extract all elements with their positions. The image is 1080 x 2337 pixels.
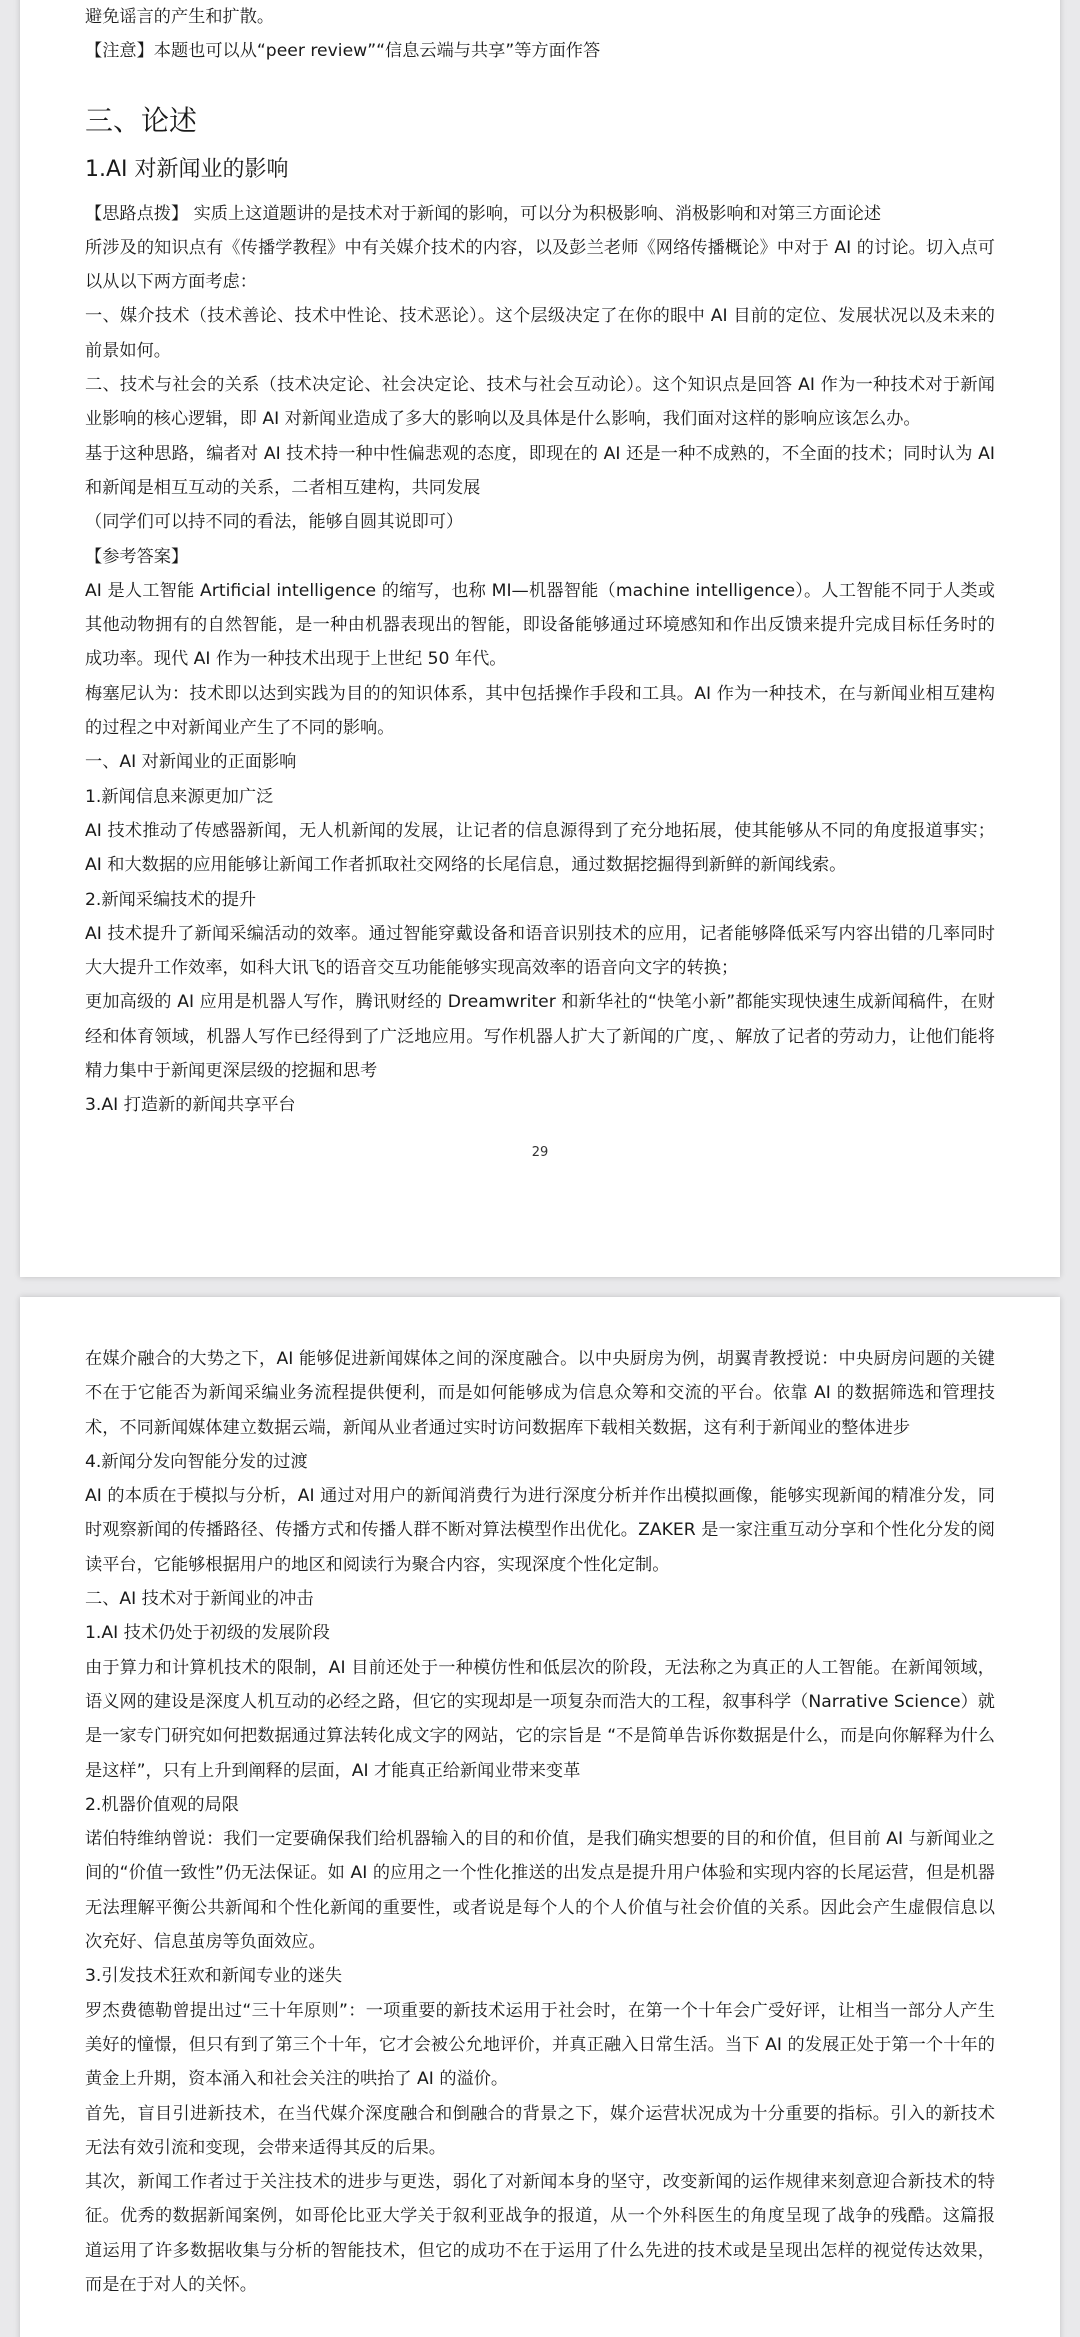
paragraph: 【参考答案】: [85, 546, 189, 567]
paragraph: （同学们可以持不同的看法，能够自圆其说即可）: [85, 512, 464, 533]
section-heading: 三、论述: [85, 103, 198, 137]
paragraph: 2.新闻采编技术的提升: [85, 889, 257, 910]
paragraph: 1.AI 技术仍处于初级的发展阶段: [85, 1623, 330, 1644]
document-page-29: [20, 0, 1060, 1277]
paragraph: 梅塞尼认为：技术即以达到实践为目的的知识体系，其中包括操作手段和工具。AI 作为一种技术，在与新闻业相互建构的过程之中对新闻业产生了不同的影响。: [85, 683, 995, 739]
document-page-30: [20, 1297, 1060, 2337]
page-number: 29: [531, 1145, 549, 1160]
page-body: [85, 0, 995, 1123]
paragraph: 一、AI 对新闻业的正面影响: [85, 752, 297, 773]
paragraph: 更加高级的 AI 应用是机器人写作，腾讯财经的 Dreamwriter 和新华社的“快笔小新”都能实现快速生成新闻稿件，在财经和体育领域，机器人写作已经得到了广泛地应用。写作机器人扩大了新闻的广度，、解放了记者的劳动力，让他们能将精力集中于新闻更深层级的挖掘和思考: [85, 992, 995, 1082]
paragraph: AI 技术推动了传感器新闻，无人机新闻的发展，让记者的信息源得到了充分地拓展，使其能够从不同的角度报道事实；AI 和大数据的应用能够让新闻工作者抓取社交网络的长尾信息，通过数据挖掘得到新鲜的新闻线索。: [85, 820, 995, 876]
paragraph: 其次，新闻工作者过于关注技术的进步与更迭，弱化了对新闻本身的坚守，改变新闻的运作规律来刻意迎合新技术的特征。优秀的数据新闻案例，如哥伦比亚大学关于叙利亚战争的报道，从一个外科医生的角度呈现了战争的残酷。这篇报道运用了许多数据收集与分析的智能技术，但它的成功不在于运用了什么先进的技术或是呈现出怎样的视觉传达效果，而是在于对人的关怀。: [85, 2172, 995, 2296]
paragraph: 诺伯特维纳曾说：我们一定要确保我们给机器输入的目的和价值，是我们确实想要的目的和价值，但目前 AI 与新闻业之间的“价值一致性”仍无法保证。如 AI 的应用之一个性化推送的出发点是提升用户体验和实现内容的长尾运营，但是机器无法理解平衡公共新闻和个性化新闻的重要性，或者说是每个人的个人价值与社会价值的关系。因此会产生虚假信息以次充好、信息茧房等负面效应。: [85, 1829, 995, 1953]
paragraph: 【注意】本题也可以从“peer review”“信息云端与共享”等方面作答: [85, 41, 601, 62]
paragraph: AI 技术提升了新闻采编活动的效率。通过智能穿戴设备和语音识别技术的应用，记者能够降低采写内容出错的几率同时大大提升工作效率，如科大讯飞的语音交互功能能够实现高效率的语音向文字的转换；: [85, 923, 995, 979]
paragraph: 3.AI 打造新的新闻共享平台: [85, 1095, 296, 1116]
paragraph: 避免谣言的产生和扩散。: [85, 7, 275, 27]
paragraph: AI 是人工智能 Artificial intelligence 的缩写，也称 MI—机器智能（machine intelligence）。人工智能不同于人类或其他动物拥有的自然智能，是一种由机器表现出的智能，即设备能够通过环境感知和作出反馈来提升完成目标任务时的成功率。现代 AI 作为一种技术出现于上世纪 50 年代。: [85, 580, 995, 670]
paragraph: 由于算力和计算机技术的限制，AI 目前还处于一种模仿性和低层次的阶段，无法称之为真正的人工智能。在新闻领域，语义网的建设是深度人机互动的必经之路，但它的实现却是一项复杂而浩大的工程，叙事科学（Narrative Science）就是一家专门研究如何把数据通过算法转化成文字的网站，它的宗旨是 “不是简单告诉你数据是什么，而是向你解释为什么是这样”，只有上升到阐释的层面，AI 才能真正给新闻业带来变革: [85, 1657, 995, 1781]
paragraph: 4.新闻分发向智能分发的过渡: [85, 1451, 308, 1472]
paragraph: 【思路点拨】 实质上这道题讲的是技术对于新闻的影响，可以分为积极影响、消极影响和对第三方面论述: [85, 203, 882, 224]
paragraph: 3.引发技术狂欢和新闻专业的迷失: [85, 1966, 343, 1987]
paragraph: 1.新闻信息来源更加广泛: [85, 786, 274, 807]
paragraph: 首先，盲目引进新技术，在当代媒介深度融合和倒融合的背景之下，媒介运营状况成为十分重要的指标。引入的新技术无法有效引流和变现，会带来适得其反的后果。: [85, 2103, 995, 2158]
paragraph: 2.机器价值观的局限: [85, 1794, 239, 1815]
paragraph: 二、AI 技术对于新闻业的冲击: [85, 1589, 314, 1610]
subsection-heading: 1.AI 对新闻业的影响: [85, 156, 289, 182]
paragraph: 在媒介融合的大势之下，AI 能够促进新闻媒体之间的深度融合。以中央厨房为例，胡翼青教授说：中央厨房问题的关键不在于它能否为新闻采编业务流程提供便利，而是如何能够成为信息众筹和交流的平台。依靠 AI 的数据筛选和管理技术，不同新闻媒体建立数据云端，新闻从业者通过实时访问数据库下载相关数据，这有利于新闻业的整体进步: [85, 1349, 995, 1438]
paragraph: AI 的本质在于模拟与分析，AI 通过对用户的新闻消费行为进行深度分析并作出模拟画像，能够实现新闻的精准分发，同时观察新闻的传播路径、传播方式和传播人群不断对算法模型作出优化。ZAKER 是一家注重互动分享和个性化分发的阅读平台，它能够根据用户的地区和阅读行为聚合内容，实现深度个性化定制。: [85, 1486, 995, 1575]
paragraph: 二、技术与社会的关系（技术决定论、社会决定论、技术与社会互动论）。这个知识点是回答 AI 作为一种技术对于新闻业影响的核心逻辑，即 AI 对新闻业造成了多大的影响以及具体是什么影响，我们面对这样的影响应该怎么办。: [85, 375, 995, 430]
paragraph: 基于这种思路，编者对 AI 技术持一种中性偏悲观的态度，即现在的 AI 还是一种不成熟的，不全面的技术；同时认为 AI 和新闻是相互互动的关系，二者相互建构，共同发展: [85, 443, 995, 498]
paragraph: 一、媒介技术（技术善论、技术中性论、技术恶论）。这个层级决定了在你的眼中 AI 目前的定位、发展状况以及未来的前景如何。: [85, 306, 995, 361]
paragraph: 所涉及的知识点有《传播学教程》中有关媒介技术的内容，以及彭兰老师《网络传播概论》中对于 AI 的讨论。切入点可以从以下两方面考虑：: [85, 237, 995, 293]
paragraph: 罗杰费德勒曾提出过“三十年原则”：一项重要的新技术运用于社会时，在第一个十年会广受好评，让相当一部分人产生美好的憧憬，但只有到了第三个十年，它才会被公允地评价，并真正融入日常生活。当下 AI 的发展正处于第一个十年的黄金上升期，资本涌入和社会关注的哄抬了 AI 的溢价。: [85, 2000, 995, 2090]
page-body: [85, 1342, 995, 2302]
